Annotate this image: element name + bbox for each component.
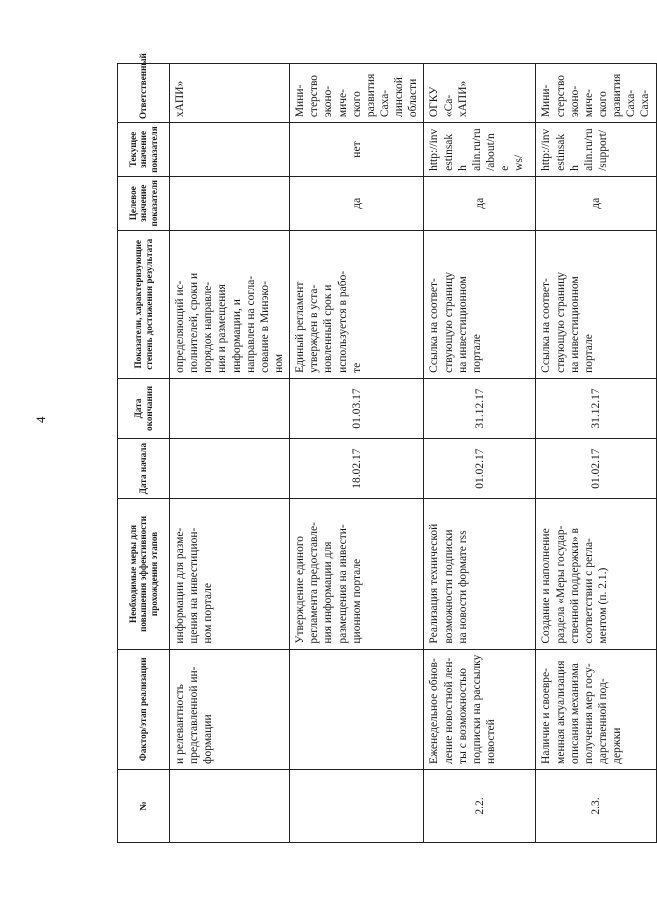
header-responsible: Ответственный <box>118 64 170 123</box>
cell-factor <box>290 649 424 769</box>
cell-responsible: хАПИ» <box>170 64 290 123</box>
cell-indicators: определяющий ис- полнителей, сроки и порядок направле- ния и размещения информации, и направлен на согла- сование в Минэко- ном <box>170 230 290 378</box>
cell-num: 2.2. <box>424 769 536 842</box>
table-header-row <box>118 64 170 843</box>
table-row <box>536 64 656 843</box>
rotated-table-container <box>117 53 652 843</box>
header-indicators: Показатели, характеризующие степень достижения результата <box>118 230 170 378</box>
cell-target-value: да <box>536 176 656 230</box>
header-factor: Фактор/этап реализации <box>118 649 170 769</box>
cell-current-value <box>170 123 290 177</box>
cell-responsible: Мини- стерство эконо- миче- ского развития Саха- Саха- <box>536 64 656 123</box>
header-num: № <box>118 769 170 842</box>
cell-responsible: ОГКУ «Са- хАПИ» <box>424 64 536 123</box>
cell-responsible: Мини- стерство эконо- миче- ского развития Саха- линской области <box>290 64 424 123</box>
cell-end-date: 01.03.17 <box>290 378 424 438</box>
cell-target-value: да <box>290 176 424 230</box>
cell-factor: Еженедельное обнов- ление новостной лен- ты с возможностью подписки на рассылку новостей <box>424 649 536 769</box>
cell-num <box>170 769 290 842</box>
cell-indicators: Единый регламент утвержден в уста- новленный срок и используется в рабо- те <box>290 230 424 378</box>
cell-end-date: 31.12.17 <box>536 378 656 438</box>
header-end-date: Дата окончания <box>118 378 170 438</box>
cell-start-date: 01.02.17 <box>424 439 536 499</box>
cell-start-date: 01.02.17 <box>536 439 656 499</box>
cell-indicators: Ссылка на соответ- ствующую страницу на инвестиционном портале <box>424 230 536 378</box>
measures-table <box>117 53 657 843</box>
cell-num <box>290 769 424 842</box>
cell-start-date <box>170 439 290 499</box>
cell-current-value: http://inv estinsakh alin.ru/ru /about/ne ws/ <box>424 123 536 177</box>
cell-num: 2.3. <box>536 769 656 842</box>
cell-end-date: 31.12.17 <box>424 378 536 438</box>
table-row <box>424 64 536 843</box>
header-start-date: Дата начала <box>118 439 170 499</box>
cell-measures: информации для разме- щения на инвестицион- ном портале <box>170 499 290 649</box>
page-number: 4 <box>33 416 48 423</box>
cell-start-date: 18.02.17 <box>290 439 424 499</box>
cell-target-value <box>170 176 290 230</box>
cell-target-value: да <box>424 176 536 230</box>
cell-measures: Реализация технической возможности подписки на новости формате rss <box>424 499 536 649</box>
cell-end-date <box>170 378 290 438</box>
table-row <box>290 64 424 843</box>
header-target-value: Целевое значение показателя <box>118 176 170 230</box>
cell-indicators: Ссылка на соответ- ствующую страницу на инвестиционном портале <box>536 230 656 378</box>
cell-current-value: http://inv estinsakh alin.ru/ru /support/ <box>536 123 656 177</box>
header-current-value: Текущее значение показателя <box>118 123 170 177</box>
header-measures: Необходимые меры для повышения эффективности прохождения этапов <box>118 499 170 649</box>
cell-current-value: нет <box>290 123 424 177</box>
cell-factor: и релевантность представленной ин- формации <box>170 649 290 769</box>
cell-measures: Утверждение единого регламента предоставле- ния информации для размещения на инвести- ционном портале <box>290 499 424 649</box>
cell-measures: Создание и наполнение раздела «Меры государ- ственной поддержки» в соответствии с регла- ментом (п. 2.1.) <box>536 499 656 649</box>
cell-factor: Наличие и своевре- менная актуализация описания механизма получения мер госу- дарственной под- держки <box>536 649 656 769</box>
table-row <box>170 64 290 843</box>
